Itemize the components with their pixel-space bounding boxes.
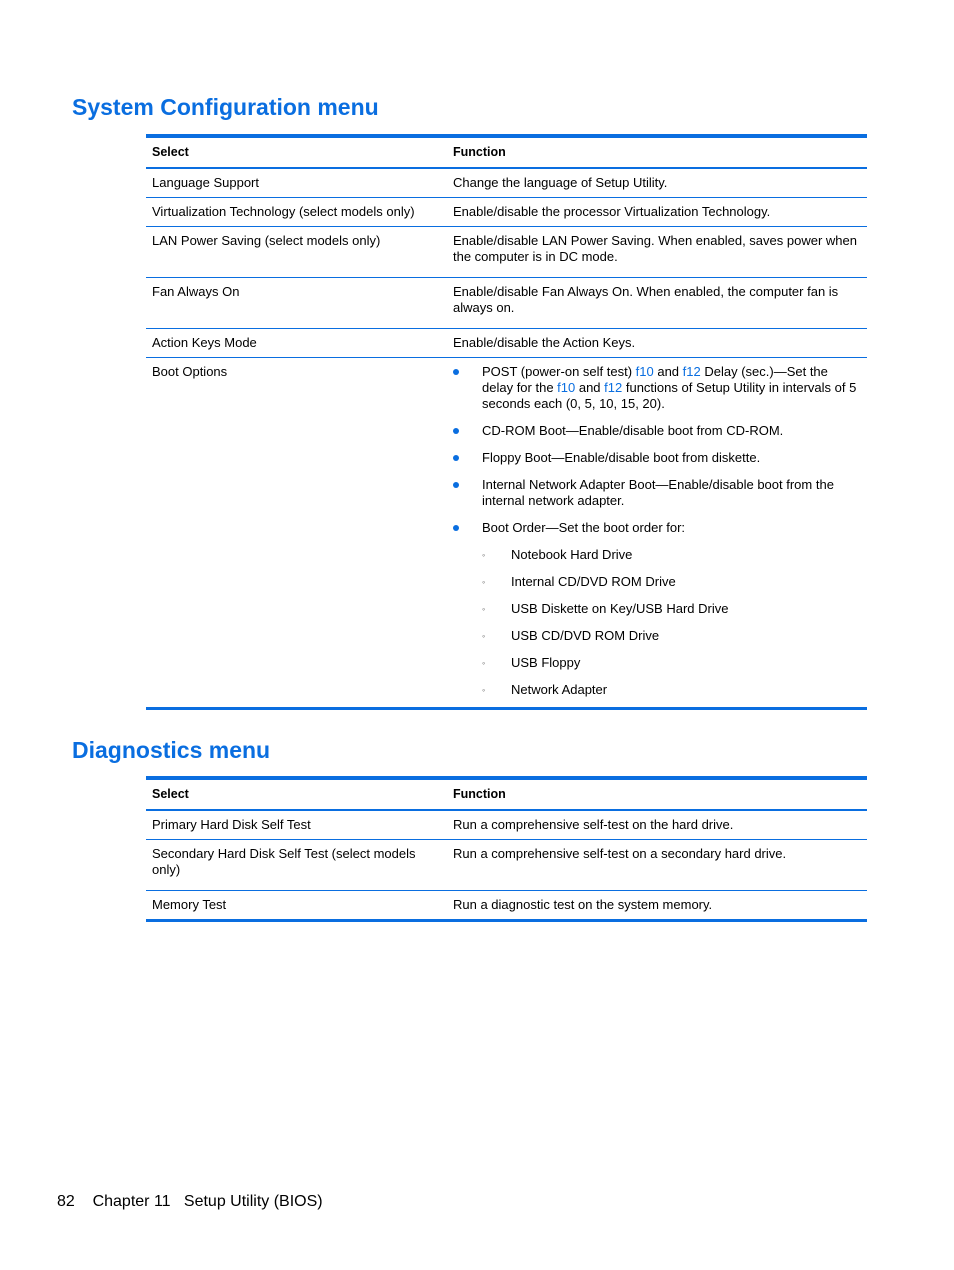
key-f10: f10 [557, 380, 576, 395]
select-cell: Memory Test [152, 897, 227, 912]
page-footer [57, 1192, 323, 1212]
section-title-system-configuration: System Configuration menu [72, 94, 379, 120]
bullet-icon [453, 369, 459, 375]
circle-bullet-icon: ◦ [482, 631, 486, 641]
list-item: Boot Order—Set the boot order for: ◦ Notebook Hard Drive ◦ Internal CD/DVD ROM Drive ◦ USB Diskette on Key/USB Hard Drive ◦ USB CD/DVD ROM Drive ◦ USB Floppy ◦ Network Adapter [453, 520, 861, 698]
function-cell: Enable/disable LAN Power Saving. When enabled, saves power when the computer is in DC mode. [453, 233, 857, 264]
select-cell: LAN Power Saving (select models only) [152, 233, 381, 248]
function-cell [447, 358, 867, 707]
select-cell: Virtualization Technology (select models only) [152, 204, 415, 219]
column-header-select: Select [152, 145, 189, 159]
boot-order-list [482, 547, 861, 698]
select-cell: Language Support [152, 175, 259, 190]
chapter-title: Setup Utility (BIOS) [183, 1193, 323, 1210]
table-row-boot-options [146, 358, 867, 707]
key-f10: f10 [635, 364, 654, 379]
function-cell: Enable/disable Fan Always On. When enabled, the computer fan is always on. [453, 284, 839, 315]
circle-bullet-icon: ◦ [482, 658, 486, 668]
circle-bullet-icon: ◦ [482, 604, 486, 614]
table-row [146, 840, 867, 891]
column-header-select: Select [152, 787, 189, 801]
column-header-function: Function [453, 787, 506, 801]
system-configuration-table [146, 134, 867, 710]
function-cell: Run a comprehensive self-test on the hard drive. [453, 817, 734, 832]
column-header-function: Function [453, 145, 506, 159]
section-title-diagnostics: Diagnostics menu [72, 737, 271, 763]
table-row [146, 278, 867, 329]
table-header-row [146, 138, 867, 169]
page-number: 82 [57, 1193, 75, 1210]
circle-bullet-icon: ◦ [482, 550, 486, 560]
function-cell: Run a comprehensive self-test on a secondary hard drive. [453, 846, 787, 861]
function-cell: Enable/disable the processor Virtualization Technology. [453, 204, 771, 219]
select-cell: Boot Options [152, 364, 228, 379]
circle-bullet-icon: ◦ [482, 685, 486, 695]
boot-options-list [453, 364, 861, 698]
bullet-icon [453, 482, 459, 488]
bullet-icon [453, 428, 459, 434]
function-cell: Enable/disable the Action Keys. [453, 335, 636, 350]
list-item: Floppy Boot—Enable/disable boot from diskette. [453, 450, 861, 466]
sub-list-item: ◦ Notebook Hard Drive [482, 547, 633, 562]
select-cell: Primary Hard Disk Self Test [152, 817, 311, 832]
sub-list-item: ◦ USB Diskette on Key/USB Hard Drive [482, 601, 729, 616]
function-cell: Change the language of Setup Utility. [453, 175, 668, 190]
chapter-label: Chapter 11 [92, 1193, 171, 1210]
sub-list-item: ◦ Network Adapter [482, 682, 608, 697]
list-item: POST (power-on self test) f10 and f12 Delay (sec.)—Set the delay for the f10 and f12 functions of Setup Utility in intervals of 5 seconds each (0, 5, 10, 15, 20). [453, 364, 861, 412]
select-cell: Fan Always On [152, 284, 240, 299]
list-item: CD-ROM Boot—Enable/disable boot from CD-ROM. [453, 423, 861, 439]
table-row [146, 329, 867, 358]
key-f12: f12 [682, 364, 701, 379]
sub-list-item: ◦ USB Floppy [482, 655, 581, 670]
table-row [146, 227, 867, 278]
key-f12: f12 [604, 380, 623, 395]
table-row [146, 891, 867, 919]
bullet-icon [453, 455, 459, 461]
function-cell: Run a diagnostic test on the system memory. [453, 897, 713, 912]
diagnostics-table [146, 776, 867, 922]
sub-list-item: ◦ Internal CD/DVD ROM Drive [482, 574, 676, 589]
table-row [146, 811, 867, 840]
list-item: Internal Network Adapter Boot—Enable/disable boot from the internal network adapter. [453, 477, 861, 509]
bullet-icon [453, 525, 459, 531]
table-row [146, 169, 867, 198]
sub-list-item: ◦ USB CD/DVD ROM Drive [482, 628, 660, 643]
select-cell: Action Keys Mode [152, 335, 257, 350]
circle-bullet-icon: ◦ [482, 577, 486, 587]
table-row [146, 198, 867, 227]
table-header-row [146, 780, 867, 811]
select-cell: Secondary Hard Disk Self Test (select models only) [152, 846, 416, 877]
